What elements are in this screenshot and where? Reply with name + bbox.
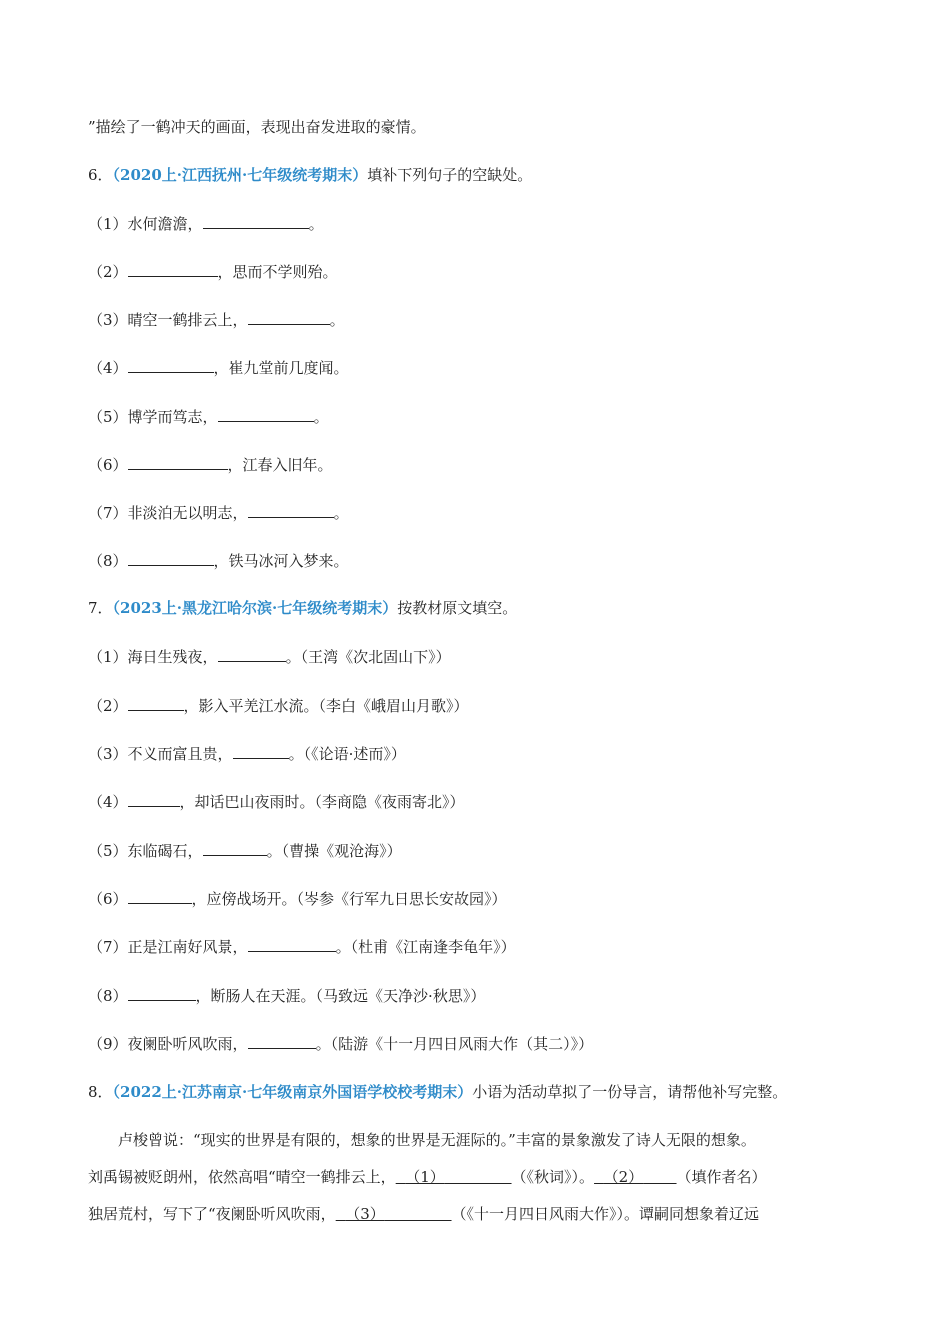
question-6-header [88, 164, 532, 186]
q6-item-2: （2） ，思而不学则殆。 [88, 260, 338, 283]
answer-blank[interactable] [218, 645, 286, 662]
q6-item-1: （1）水何澹澹， 。 [88, 212, 324, 235]
answer-blank[interactable] [128, 790, 180, 807]
answer-blank[interactable] [128, 453, 228, 470]
question-number: 8． [88, 1083, 113, 1101]
answer-blank[interactable] [128, 984, 196, 1001]
q7-item-1: （1）海日生残夜， 。（王湾《次北固山下》） [88, 645, 451, 668]
answer-blank[interactable] [203, 212, 309, 229]
question-number: 7． [88, 599, 113, 617]
answer-blank[interactable] [128, 887, 192, 904]
question-number: 6． [88, 166, 113, 184]
q6-item-8: （8） ，铁马冰河入梦来。 [88, 549, 349, 572]
question-prompt: 小语为活动草拟了一份导言，请帮他补写完整。 [472, 1083, 788, 1101]
q7-item-5: （5）东临碣石， 。（曹操《观沧海》） [88, 839, 402, 862]
passage-line: 卢梭曾说：“现实的世界是有限的，想象的世界是无涯际的。”丰富的景象激发了诗人无限的想象。 [118, 1131, 756, 1149]
q7-item-7: （7）正是江南好风景， 。（杜甫《江南逢李龟年》） [88, 935, 516, 958]
answer-blank[interactable] [128, 694, 184, 711]
q6-item-6: （6） ，江春入旧年。 [88, 453, 333, 476]
q8-passage [88, 1122, 864, 1233]
answer-blank[interactable]: （2） [603, 1168, 644, 1186]
question-source: （2023上·黑龙江哈尔滨·七年级统考期末） [112, 599, 398, 617]
question-source: （2020上·江西抚州·七年级统考期末） [112, 166, 368, 184]
q6-item-3: （3）晴空一鹤排云上， 。 [88, 308, 345, 331]
answer-blank[interactable] [248, 935, 336, 952]
passage-line: 独居荒村，写下了“夜阑卧听风吹雨， （3） （《十一月四日风雨大作》）。谭嗣同想象着辽远 [88, 1205, 760, 1223]
q7-item-6: （6） ，应傍战场开。（岑参《行军九日思长安故园》） [88, 887, 507, 910]
q6-item-5: （5）博学而笃志， 。 [88, 405, 329, 428]
answer-blank[interactable] [248, 1032, 316, 1049]
q6-item-4: （4） ，崔九堂前几度闻。 [88, 356, 349, 379]
question-7-header [88, 597, 517, 619]
intro-line: ”描绘了一鹤冲天的画面，表现出奋发进取的豪情。 [88, 118, 426, 136]
question-prompt: 按教材原文填空。 [397, 599, 518, 617]
question-8-header [88, 1081, 787, 1103]
q7-item-4: （4） ，却话巴山夜雨时。（李商隐《夜雨寄北》） [88, 790, 465, 813]
question-source: （2022上·江苏南京·七年级南京外国语学校校考期末） [112, 1083, 473, 1101]
q7-item-3: （3）不义而富且贵， 。（《论语·述而》） [88, 742, 406, 765]
answer-blank[interactable] [128, 356, 214, 373]
answer-blank[interactable] [248, 308, 330, 325]
answer-blank[interactable] [128, 549, 214, 566]
q7-item-8: （8） ，断肠人在天涯。（马致远《天净沙·秋思》） [88, 984, 485, 1007]
q6-item-7: （7）非淡泊无以明志， 。 [88, 501, 349, 524]
answer-blank[interactable]: （1） [405, 1168, 445, 1186]
answer-blank[interactable] [203, 839, 267, 856]
question-prompt: 填补下列句子的空缺处。 [367, 166, 533, 184]
answer-blank[interactable] [248, 501, 334, 518]
answer-blank[interactable] [128, 260, 218, 277]
answer-blank[interactable] [233, 742, 289, 759]
answer-blank[interactable]: （3） [345, 1205, 385, 1223]
answer-blank[interactable] [218, 405, 314, 422]
q7-item-2: （2） ，影入平羌江水流。（李白《峨眉山月歌》） [88, 694, 469, 717]
q7-item-9: （9）夜阑卧听风吹雨， 。（陆游《十一月四日风雨大作（其二）》） [88, 1032, 593, 1055]
passage-line: 刘禹锡被贬朗州，依然高唱“晴空一鹤排云上， （1） （《秋词》）。 （2） （填作者名） [88, 1168, 767, 1186]
